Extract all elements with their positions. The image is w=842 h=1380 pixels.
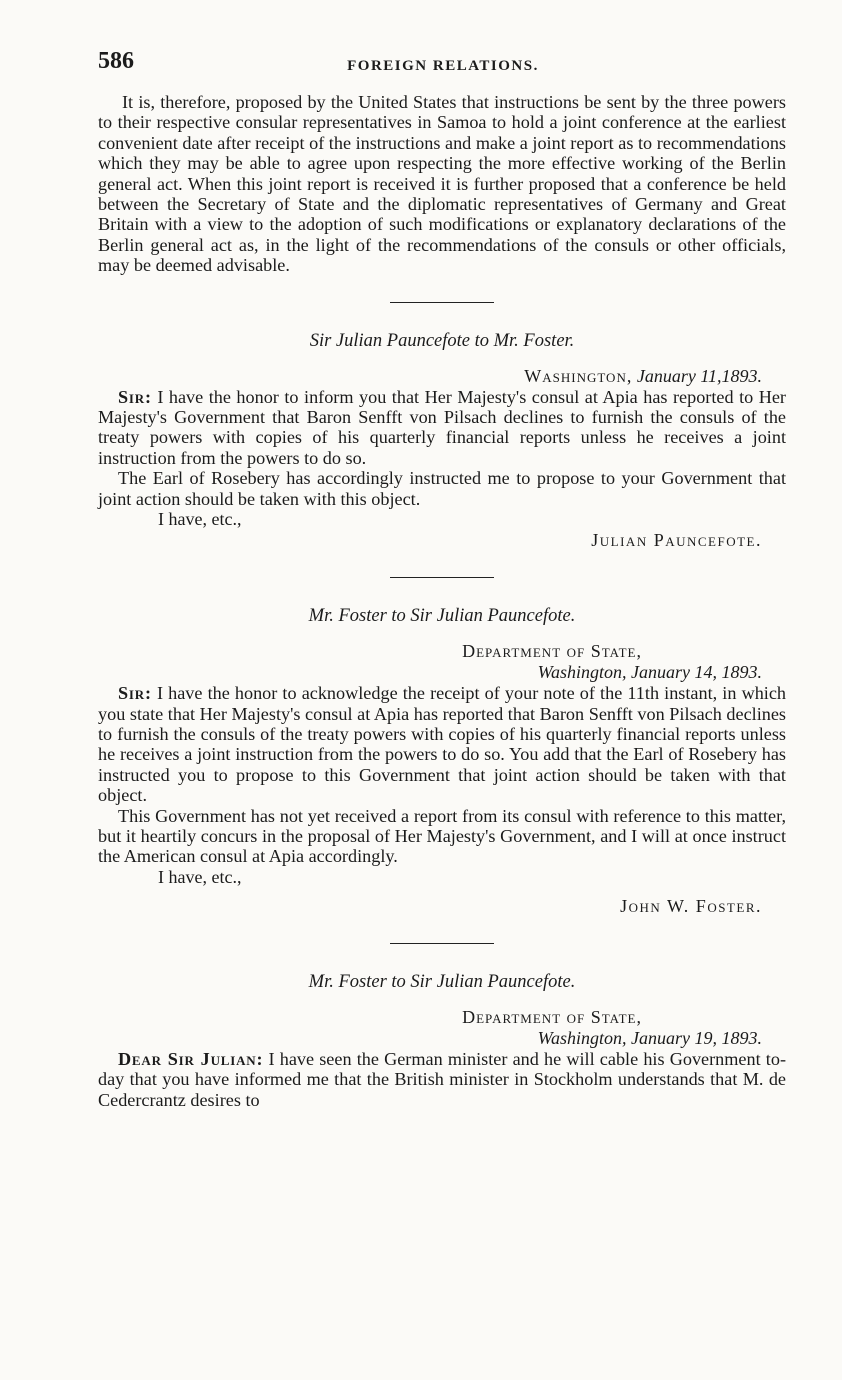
letter3-paragraph-1 — [98, 1049, 786, 1110]
letter1-heading: Sir Julian Pauncefote to Mr. Foster. — [309, 330, 575, 351]
letter1-dateline — [98, 366, 762, 387]
letter1-closing: I have, etc., — [158, 509, 242, 530]
letter2-paragraph-1 — [98, 683, 786, 805]
letter2-heading: Mr. Foster to Sir Julian Pauncefote. — [308, 606, 576, 627]
letter1-para1-text: I have the honor to inform you that Her Majesty's consul at Apia has reported to Her Majesty's Government that Baron Senfft von Pilsach declines to furnish the consuls of the treaty powers with copies of his quarterly financial reports unless he receives a joint instruction from the powers to do so. — [98, 386, 786, 468]
letter2-signature: John W. Foster. — [620, 895, 762, 916]
letter3-heading: Mr. Foster to Sir Julian Pauncefote. — [308, 971, 576, 992]
page-header — [98, 48, 788, 80]
letter1-paragraph-2: The Earl of Rosebery has accordingly instructed me to propose to your Government that joint action should be taken with this object. — [98, 468, 786, 509]
letter2-dateline — [98, 641, 762, 683]
letter2-paragraph-2: This Government has not yet received a report from its consul with reference to this matter, but it heartily concurs in the proposal of Her Majesty's Government, and I will at once instruct the American consul at Apia accordingly. — [98, 805, 786, 867]
letter2-para1-text: I have the honor to acknowledge the receipt of your note of the 11th instant, in which you state that Her Majesty's consul at Apia has reported that Baron Senfft von Pilsach declines to furnish the consuls of the treaty powers with copies of his quarterly financial reports unless he receives a joint instruction from the powers to do so. You add that the Earl of Rosebery has instructed you to propose to this Government that joint action should be taken with that object. — [98, 683, 787, 806]
letter3-dateline — [98, 1007, 762, 1049]
letter3-place-date: Washington, January 19, 1893. — [537, 1027, 762, 1048]
page-number: 586 — [98, 48, 134, 74]
letter3-office: Department of State, — [462, 1006, 642, 1027]
section-divider — [390, 943, 494, 944]
letter2-office: Department of State, — [462, 641, 642, 662]
running-title: FOREIGN RELATIONS. — [347, 58, 539, 74]
letter1-place: Washington, — [524, 365, 633, 386]
letter2-salutation: Sir: — [118, 683, 152, 704]
letter1-signature: Julian Pauncefote. — [591, 530, 762, 551]
letter3-para1-text: I have seen the German minister and he will cable his Government to-day that you have informed me that the British minister in Stockholm understands that M. de Cedercrantz desires to — [98, 1048, 787, 1110]
letter1-salutation: Sir: — [118, 386, 152, 407]
intro-paragraph: It is, therefore, proposed by the United States that instructions be sent by the three powers to their respective consular representatives in Samoa to hold a joint conference at the earliest convenient date after receipt of the instructions and make a joint report as to recommendations which they may be able to agree upon respecting the more effective working of the Berlin general act. When this joint report is received it is further proposed that a conference be held between the Secretary of State and the diplomatic representatives of Germany and Great Britain with a view to the adoption of such modifications or explanatory declarations of the Berlin general act as, in the light of the recommendations of the consuls or other officials, may be deemed advisable. — [98, 92, 786, 276]
page-body — [98, 92, 786, 1110]
letter2-closing: I have, etc., — [158, 866, 242, 887]
section-divider — [390, 577, 494, 578]
letter1-paragraph-1 — [98, 387, 786, 469]
letter1-date: January 11,1893. — [636, 365, 762, 386]
letter3-salutation: Dear Sir Julian: — [118, 1048, 264, 1069]
section-divider — [390, 302, 494, 303]
letter2-place-date: Washington, January 14, 1893. — [537, 662, 762, 683]
